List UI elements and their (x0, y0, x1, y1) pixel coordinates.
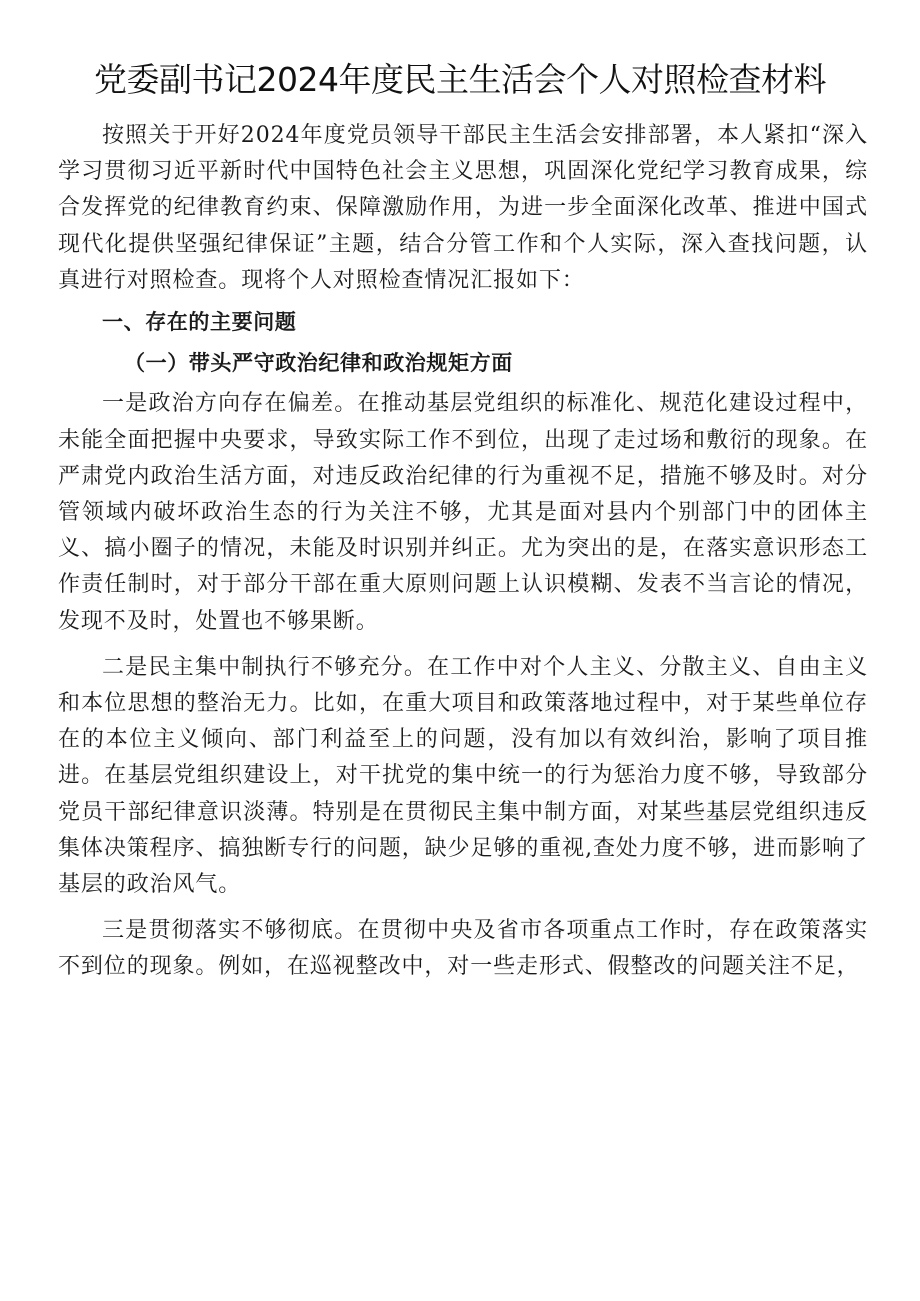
body-paragraph: 二是民主集中制执行不够充分。在工作中对个人主义、分散主义、自由主义和本位思想的整治无力。比如，在重大项目和政策落地过程中，对于某些单位存在的本位主义倾向、部门利益至上的问题，没有加以有效纠治，影响了项目推进。在基层党组织建设上，对干扰党的集中统一的行为惩治力度不够，导致部分党员干部纪律意识淡薄。特别是在贯彻民主集中制方面，对某些基层党组织违反集体决策程序、搞独断专行的问题，缺少足够的重视,查处力度不够，进而影响了基层的政治风气。 (58, 654, 868, 898)
body-paragraph: 一是政治方向存在偏差。在推动基层党组织的标准化、规范化建设过程中，未能全面把握中央要求，导致实际工作不到位，出现了走过场和敷衍的现象。在严肃党内政治生活方面，对违反政治纪律的行为重视不足，措施不够及时。对分管领域内破坏政治生态的行为关注不够，尤其是面对县内个别部门中的团体主义、搞小圈子的情况，未能及时识别并纠正。尤为突出的是，在落实意识形态工作责任制时，对于部分干部在重大原则问题上认识模糊、发表不当言论的情况，发现不及时，处置也不够果断。 (58, 391, 868, 634)
section-heading: 一、存在的主要问题 (102, 310, 297, 335)
document-body (58, 118, 868, 986)
document-title: 党委副书记2024年度民主生活会个人对照检查材料 (94, 60, 826, 99)
body-paragraph: 三是贯彻落实不够彻底。在贯彻中央及省市各项重点工作时，存在政策落实不到位的现象。例如，在巡视整改中，对一些走形式、假整改的问题关注不足， (58, 918, 868, 980)
subsection-heading: （一）带头严守政治纪律和政治规矩方面 (124, 351, 513, 376)
intro-paragraph: 按照关于开好2024年度党员领导干部民主生活会安排部署，本人紧扣“深入学习贯彻习近平新时代中国特色社会主义思想，巩固深化党纪学习教育成果，综合发挥党的纪律教育约束、保障激励作用，为进一步全面深化改革、推进中国式现代化提供坚强纪律保证”主题，结合分管工作和个人实际，深入查找问题，认真进行对照检查。现将个人对照检查情况汇报如下： (58, 123, 868, 293)
